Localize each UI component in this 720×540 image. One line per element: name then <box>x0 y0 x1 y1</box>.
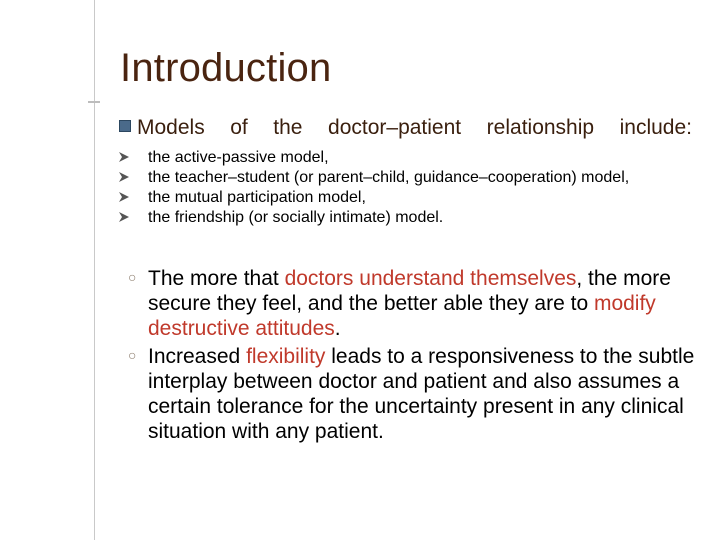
para1-text-c: . <box>334 317 341 340</box>
circle-bullet-icon: ○ <box>128 269 137 285</box>
para1-highlight-a: doctors understand themselves <box>284 267 577 290</box>
slide-title: Introduction <box>120 46 332 90</box>
lead-bullet <box>119 114 699 142</box>
arrow-bullet-icon <box>118 191 130 203</box>
square-bullet-icon <box>119 120 131 132</box>
list-item-text: the friendship (or socially intimate) model. <box>148 209 444 226</box>
list-item-text: the active-passive model, <box>148 149 329 166</box>
list-item <box>118 168 693 187</box>
decorative-vertical-rule <box>94 0 95 540</box>
para2-text-b: leads to a responsiveness to the subtle interplay between doctor and patient and also assumes a certain tolerance for the uncertainty present in any clinical situation with any patient. <box>148 345 695 443</box>
arrow-bullet-icon <box>118 211 130 223</box>
list-item <box>118 148 693 167</box>
paragraph-flexibility <box>128 343 720 444</box>
lead-text: Models of the doctor–patient relationship include: <box>137 116 692 139</box>
list-item <box>118 208 693 227</box>
para1-highlight-b: modify destructive attitudes <box>148 292 656 340</box>
list-item-text: the teacher–student (or parent–child, guidance–cooperation) model, <box>148 169 630 186</box>
list-item <box>118 188 693 207</box>
arrow-bullet-icon <box>118 171 130 183</box>
para1-text-a: The more that <box>148 267 285 290</box>
circle-bullet-icon: ○ <box>128 347 137 363</box>
para2-text-a: Increased <box>148 345 247 368</box>
paragraph-self-understanding <box>128 265 720 341</box>
para2-highlight-a: flexibility <box>246 345 326 368</box>
list-item-text: the mutual participation model, <box>148 189 366 206</box>
para1-text-b: , the more secure they feel, and the better able they are to <box>148 267 671 315</box>
arrow-bullet-icon <box>118 151 130 163</box>
decorative-tick-mark <box>88 101 100 103</box>
models-list <box>118 148 693 228</box>
